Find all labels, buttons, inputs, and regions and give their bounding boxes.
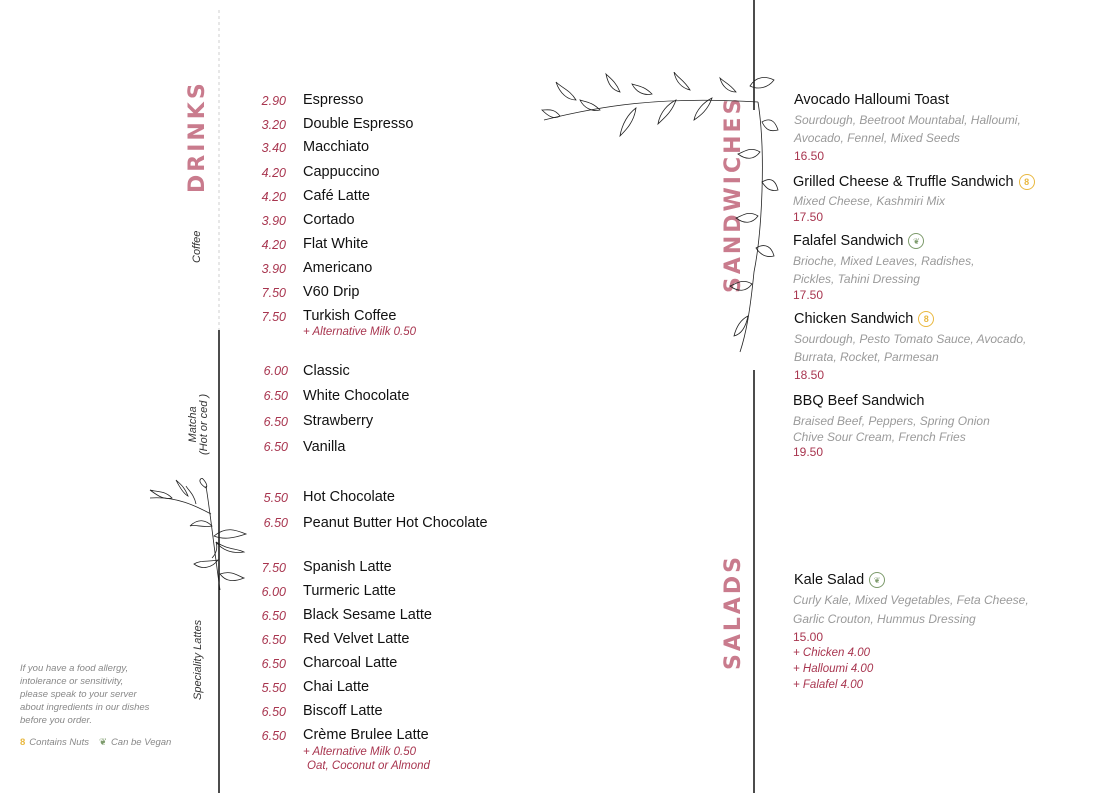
menu-item: Turkish Coffee	[303, 308, 397, 324]
salad-item-price: 15.00	[793, 630, 824, 644]
item-price: 3.40	[261, 141, 286, 155]
salad-extra: + Chicken 4.00	[793, 647, 871, 659]
item-price: 4.20	[261, 190, 286, 204]
vine-illustration	[146, 478, 251, 590]
sandwich-item-price: 17.50	[793, 210, 824, 224]
item-price: 6.50	[261, 657, 286, 671]
item-price: 3.20	[261, 118, 286, 132]
menu-item: Americano	[303, 260, 373, 276]
item-price: 4.20	[261, 166, 286, 180]
lattes-milk-note: + Alternative Milk 0.50	[303, 746, 417, 758]
item-price: 3.90	[261, 214, 286, 228]
salad-extra: + Falafel 4.00	[793, 679, 864, 691]
nut-badge-icon: 8	[1019, 174, 1035, 190]
lattes-milk-options: Oat, Coconut or Almond	[307, 760, 430, 772]
item-price: 6.50	[261, 609, 286, 623]
menu-item: Black Sesame Latte	[303, 607, 432, 623]
item-price: 7.50	[261, 286, 286, 300]
item-price: 6.50	[263, 440, 288, 454]
sandwich-item-name: Grilled Cheese & Truffle Sandwich 8	[793, 174, 1035, 190]
sandwich-item-name: Chicken Sandwich 8	[794, 311, 934, 327]
menu-item: Red Velvet Latte	[303, 631, 410, 647]
sandwich-item-price: 17.50	[793, 288, 824, 302]
menu-item: Flat White	[303, 236, 369, 252]
sandwich-item-description: Mixed Cheese, Kashmiri Mix	[793, 194, 946, 208]
item-price: 4.20	[261, 238, 286, 252]
item-price: 6.00	[261, 585, 286, 599]
allergy-note: If you have a food allergy, intolerance or sensitivity, please speak to your server about ingredients in our dishes before you order.	[20, 663, 150, 726]
menu-item: Classic	[303, 363, 350, 379]
matcha-category-label: Matcha (Hot or ced )	[187, 393, 210, 455]
leaf-badge-icon: ❦	[869, 572, 885, 588]
speciality-category-label: Speciality Lattes	[192, 619, 204, 700]
left-divider-line	[215, 0, 225, 793]
coffee-category-label: Coffee	[191, 230, 203, 263]
item-price: 5.50	[263, 491, 288, 505]
menu-item: Peanut Butter Hot Chocolate	[303, 515, 488, 531]
menu-item: Chai Latte	[303, 679, 370, 695]
menu-item: Cappuccino	[303, 164, 380, 180]
menu-item: Hot Chocolate	[303, 489, 395, 505]
leaf-badge-icon: ❦	[98, 737, 107, 748]
item-price: 3.90	[261, 262, 286, 276]
menu-item: Cortado	[303, 212, 355, 228]
dietary-legend	[20, 736, 171, 749]
sandwich-item-description: Pickles, Tahini Dressing	[793, 272, 920, 286]
drinks-title: DRINKS	[185, 80, 210, 193]
item-price: 7.50	[261, 561, 286, 575]
sandwich-item-description: Brioche, Mixed Leaves, Radishes,	[793, 254, 975, 268]
coffee-milk-note: + Alternative Milk 0.50	[303, 326, 417, 338]
sandwich-item-description: Avocado, Fennel, Mixed Seeds	[794, 131, 960, 145]
sandwich-item-price: 16.50	[794, 149, 825, 163]
sandwich-item-description: Chive Sour Cream, French Fries	[793, 430, 966, 444]
item-price: 6.50	[261, 729, 286, 743]
corner-vine-illustration	[540, 72, 780, 354]
salad-extra: + Halloumi 4.00	[793, 663, 874, 675]
item-price: 6.50	[263, 415, 288, 429]
sandwich-item-price: 18.50	[794, 368, 825, 382]
salad-item-description: Garlic Crouton, Hummus Dressing	[793, 612, 976, 626]
salad-item-name: Kale Salad ❦	[794, 572, 885, 588]
sandwich-item-price: 19.50	[793, 445, 824, 459]
sandwich-item-name: Avocado Halloumi Toast	[794, 92, 950, 108]
menu-item: Charcoal Latte	[303, 655, 398, 671]
menu-item: Biscoff Latte	[303, 703, 383, 719]
legend-vegan-label: Can be Vegan	[110, 737, 172, 748]
item-price: 6.50	[261, 705, 286, 719]
sandwiches-title: SANDWICHES	[721, 95, 746, 293]
item-price: 6.50	[263, 516, 288, 530]
salads-title: SALADS	[721, 553, 746, 670]
item-price: 7.50	[261, 310, 286, 324]
menu-item: V60 Drip	[303, 284, 360, 300]
salad-item-description: Curly Kale, Mixed Vegetables, Feta Cheese,	[793, 593, 1029, 607]
item-price: 6.50	[261, 633, 286, 647]
menu-item: Double Espresso	[303, 116, 414, 132]
sandwich-item-description: Sourdough, Beetroot Mountabal, Halloumi,	[794, 113, 1021, 127]
sandwich-item-name: Falafel Sandwich ❦	[793, 233, 924, 249]
sandwich-item-description: Braised Beef, Peppers, Spring Onion	[793, 414, 990, 428]
menu-item: Vanilla	[303, 439, 346, 455]
item-price: 6.50	[263, 389, 288, 403]
item-price: 2.90	[261, 94, 286, 108]
legend-nuts-label: Contains Nuts	[29, 737, 89, 748]
menu-item: Crème Brulee Latte	[303, 727, 429, 743]
nut-badge-icon: 8	[20, 737, 26, 748]
nut-badge-icon: 8	[918, 311, 934, 327]
leaf-badge-icon: ❦	[908, 233, 924, 249]
sandwich-item-description: Sourdough, Pesto Tomato Sauce, Avocado,	[794, 332, 1027, 346]
item-price: 5.50	[261, 681, 286, 695]
menu-item: Café Latte	[303, 188, 370, 204]
menu-item: White Chocolate	[303, 388, 410, 404]
sandwich-item-name: BBQ Beef Sandwich	[793, 393, 925, 409]
menu-item: Spanish Latte	[303, 559, 392, 575]
item-price: 6.00	[263, 364, 288, 378]
menu-item: Espresso	[303, 92, 364, 108]
menu-item: Macchiato	[303, 139, 370, 155]
menu-item: Strawberry	[303, 413, 374, 429]
sandwich-item-description: Burrata, Rocket, Parmesan	[794, 350, 939, 364]
menu-item: Turmeric Latte	[303, 583, 396, 599]
